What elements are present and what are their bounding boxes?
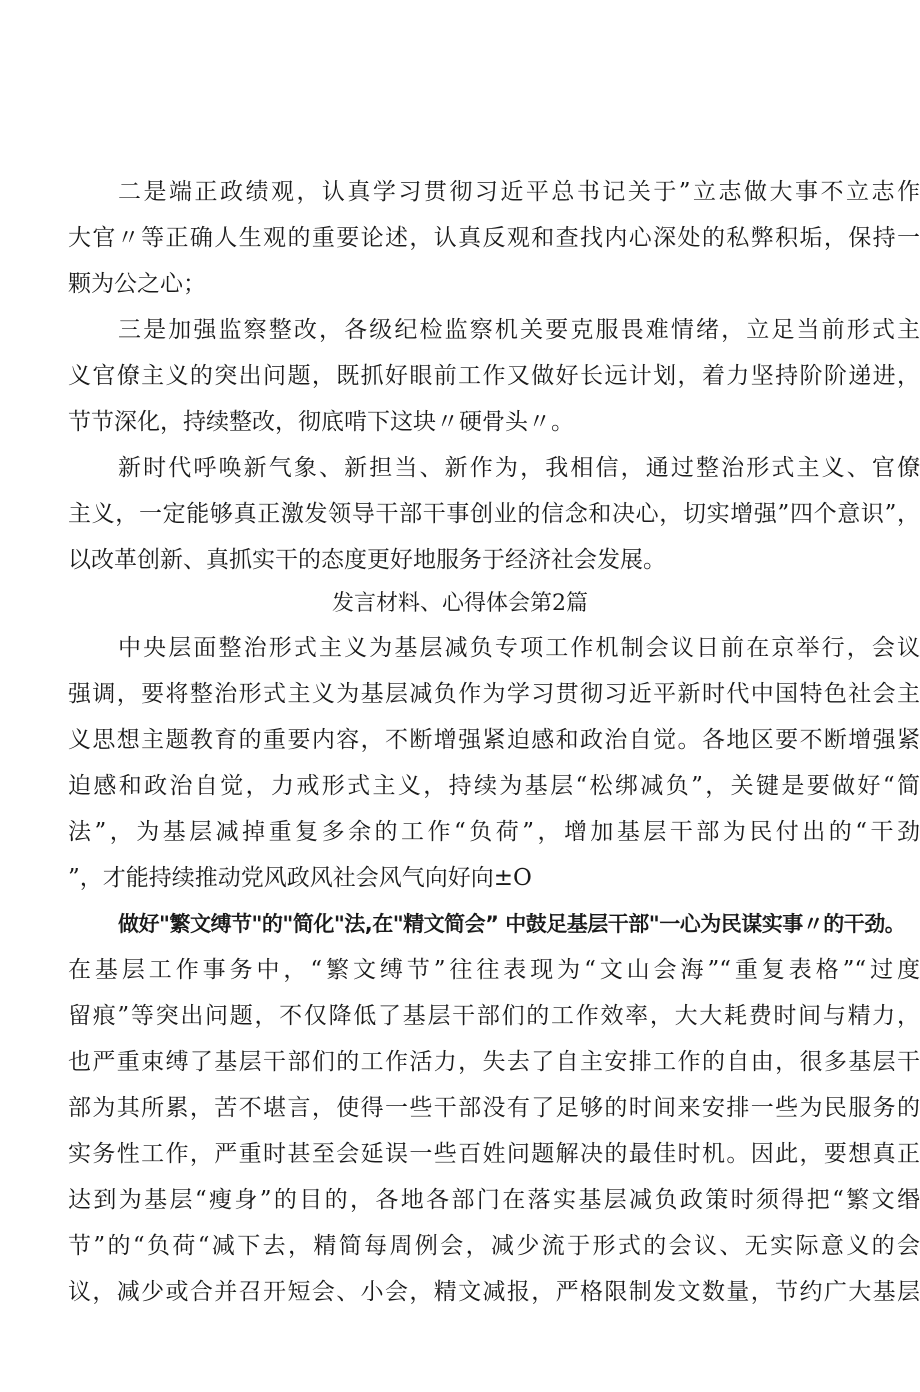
line-text: 法”，为基层减掉重复多余的工作“负荷”，增加基层干部为民付出的“干劲 [68, 819, 920, 845]
line-text: 义思想主题教育的重要内容，不断增强紧迫感和政治自觉。各地区要不断增强紧 [68, 727, 920, 753]
line-text: 义官僚主义的突出问题，既抓好眼前工作又做好长远计划，着力坚持阶阶递进， [68, 363, 920, 389]
line-text: 部为其所累，苦不堪言，使得一些干部没有了足够的时间来安排一些为民服务的 [68, 1095, 920, 1121]
line-text: 实务性工作，严重时甚至会延误一些百姓问题解决的最佳时机。因此，要想真正 [68, 1141, 920, 1167]
line-text: 留痕”等突出问题，不仅降低了基层干部们的工作效率，大大耗费时间与精力， [68, 1003, 920, 1029]
line-text: 二是端正政绩观，认真学习贯彻习近平总书记关于”立志做大事不立志作 [118, 179, 920, 205]
line-text: 中央层面整治形式主义为基层减负专项工作机制会议日前在京举行，会议 [118, 635, 920, 661]
line-text: 达到为基层“瘦身”的目的，各地各部门在落实基层减负政策时须得把“繁文缗 [68, 1187, 920, 1213]
line-text: 新时代呼唤新气象、新担当、新作为，我相信，通过整治形式主义、官僚 [118, 455, 920, 481]
line-text: 议，减少或合并召开短会、小会，精文减报，严格限制发文数量，节约广大基层 [68, 1279, 920, 1305]
line-text: ”，才能持续推动党风政风社会风气向好向±O [68, 865, 532, 891]
heading-text: 发言材料、心得体会第2篇 [332, 591, 588, 616]
line-text: 迫感和政治自觉，力戒形式主义，持续为基层“松绑减负”，关键是要做好“简 [68, 773, 920, 799]
line-text: 以改革创新、真抓实干的态度更好地服务于经济社会发展。 [68, 547, 666, 573]
line-text: 强调，要将整治形式主义为基层减负作为学习贯彻习近平新时代中国特色社会主 [68, 681, 920, 707]
line-text: 颗为公之心； [68, 271, 206, 297]
line-text: 大官〃等正确人生观的重要论述，认真反观和查找内心深处的私弊积垢，保持一 [68, 225, 920, 251]
line-text: 做好"繁文缚节"的"简化"法,在"精文简会” 中鼓足基层干部"一心为民谋实事〃的干劲。 [118, 912, 906, 936]
line-text: 三是加强监察整改，各级纪检监察机关要克服畏难情绪，立足当前形式主 [118, 317, 920, 343]
line-text: 主义，一定能够真正激发领导干部干事创业的信念和决心，切实增强”四个意识”， [68, 501, 920, 527]
line-text: 节节深化，持续整改，彻底啃下这块〃硬骨头〃。 [68, 409, 574, 435]
line-text: 节”的“负荷“减下去，精简每周例会，减少流于形式的会议、无实际意义的会 [68, 1233, 920, 1259]
line-text: 也严重束缚了基层干部们的工作活力，失去了自主安排工作的自由，很多基层干 [68, 1049, 920, 1075]
paragraph-line [0, 92, 920, 205]
line-text: 在基层工作事务中，“繁文缚节”往往表现为“文山会海”“重复表格”“过度 [68, 957, 920, 983]
